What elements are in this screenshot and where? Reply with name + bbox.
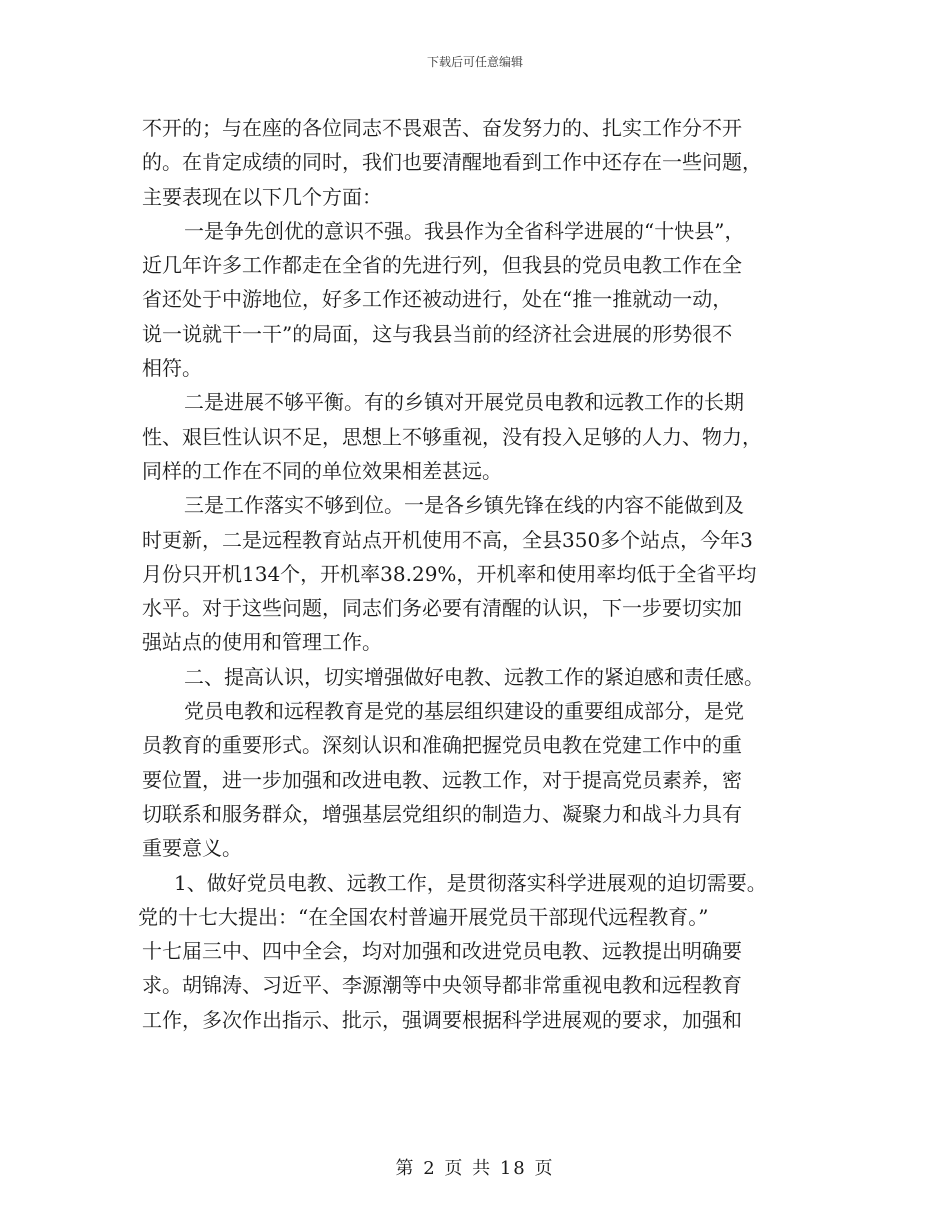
text-line: 同样的工作在不同的单位效果相差甚远。 xyxy=(142,458,502,483)
text-line: 重要意义。 xyxy=(142,836,242,861)
document-body xyxy=(138,111,822,1037)
paragraph-first-line: 三是工作落实不够到位。一是各乡镇先锋在线的内容不能做到及 xyxy=(184,493,744,518)
text-line: 的。在肯定成绩的同时，我们也要清醒地看到工作中还存在一些问题， xyxy=(142,150,762,175)
text-line: 切联系和服务群众，增强基层党组织的制造力、凝聚力和战斗力具有 xyxy=(142,801,742,826)
text-line: 近几年许多工作都走在全省的先进行列，但我县的党员电教工作在全 xyxy=(142,253,742,278)
text-line: 水平。对于这些问题，同志们务必要有清醒的认识，下一步要切实加 xyxy=(142,596,742,621)
text-line: 月份只开机134个，开机率38.29%，开机率和使用率均低于全省平均 xyxy=(142,561,757,586)
text-line: 不开的；与在座的各位同志不畏艰苦、奋发努力的、扎实工作分不开 xyxy=(142,116,742,140)
section-heading: 二、提高认识，切实增强做好电教、远教工作的紧迫感和责任感。 xyxy=(184,664,764,689)
text-line: 求。胡锦涛、习近平、李源潮等中央领导都非常重视电教和远程教育 xyxy=(142,973,742,998)
text-line: 性、艰巨性认识不足，思想上不够重视，没有投入足够的人力、物力， xyxy=(142,424,762,449)
text-line: 工作，多次作出指示、批示，强调要根据科学进展观的要求，加强和 xyxy=(142,1007,742,1032)
subsection-heading: 1、做好党员电教、远教工作，是贯彻落实科学进展观的迫切需要。 xyxy=(174,870,767,895)
text-line: 主要表现在以下几个方面： xyxy=(142,184,382,209)
text-line: 相符。 xyxy=(142,356,202,381)
text-line: 强站点的使用和管理工作。 xyxy=(142,630,382,655)
paragraph-first-line: 二是进展不够平衡。有的乡镇对开展党员电教和远教工作的长期 xyxy=(184,390,744,415)
text-line: 说一说就干一干”的局面，这与我县当前的经济社会进展的形势很不 xyxy=(142,321,733,346)
text-line: 要位置，进一步加强和改进电教、远教工作，对于提高党员素养，密 xyxy=(142,767,742,792)
page-number-footer: 第 2 页 共 18 页 xyxy=(395,1158,555,1179)
text-line: 党的十七大提出：“在全国农村普遍开展党员干部现代远程教育。” xyxy=(138,904,709,929)
page-header-note: 下载后可任意编辑 xyxy=(426,55,523,69)
text-line: 时更新，二是远程教育站点开机使用不高，全县350多个站点，今年3 xyxy=(142,527,753,552)
text-line: 省还处于中游地位，好多工作还被动进行，处在“推一推就动一动， xyxy=(142,287,733,312)
text-line: 员教育的重要形式。深刻认识和准确把握党员电教在党建工作中的重 xyxy=(142,733,742,758)
text-line: 十七届三中、四中全会，均对加强和改进党员电教、远教提出明确要 xyxy=(142,939,742,964)
paragraph-first-line: 党员电教和远程教育是党的基层组织建设的重要组成部分，是党 xyxy=(184,699,744,724)
paragraph-first-line: 一是争先创优的意识不强。我县作为全省科学进展的“十快县”， xyxy=(184,218,745,243)
